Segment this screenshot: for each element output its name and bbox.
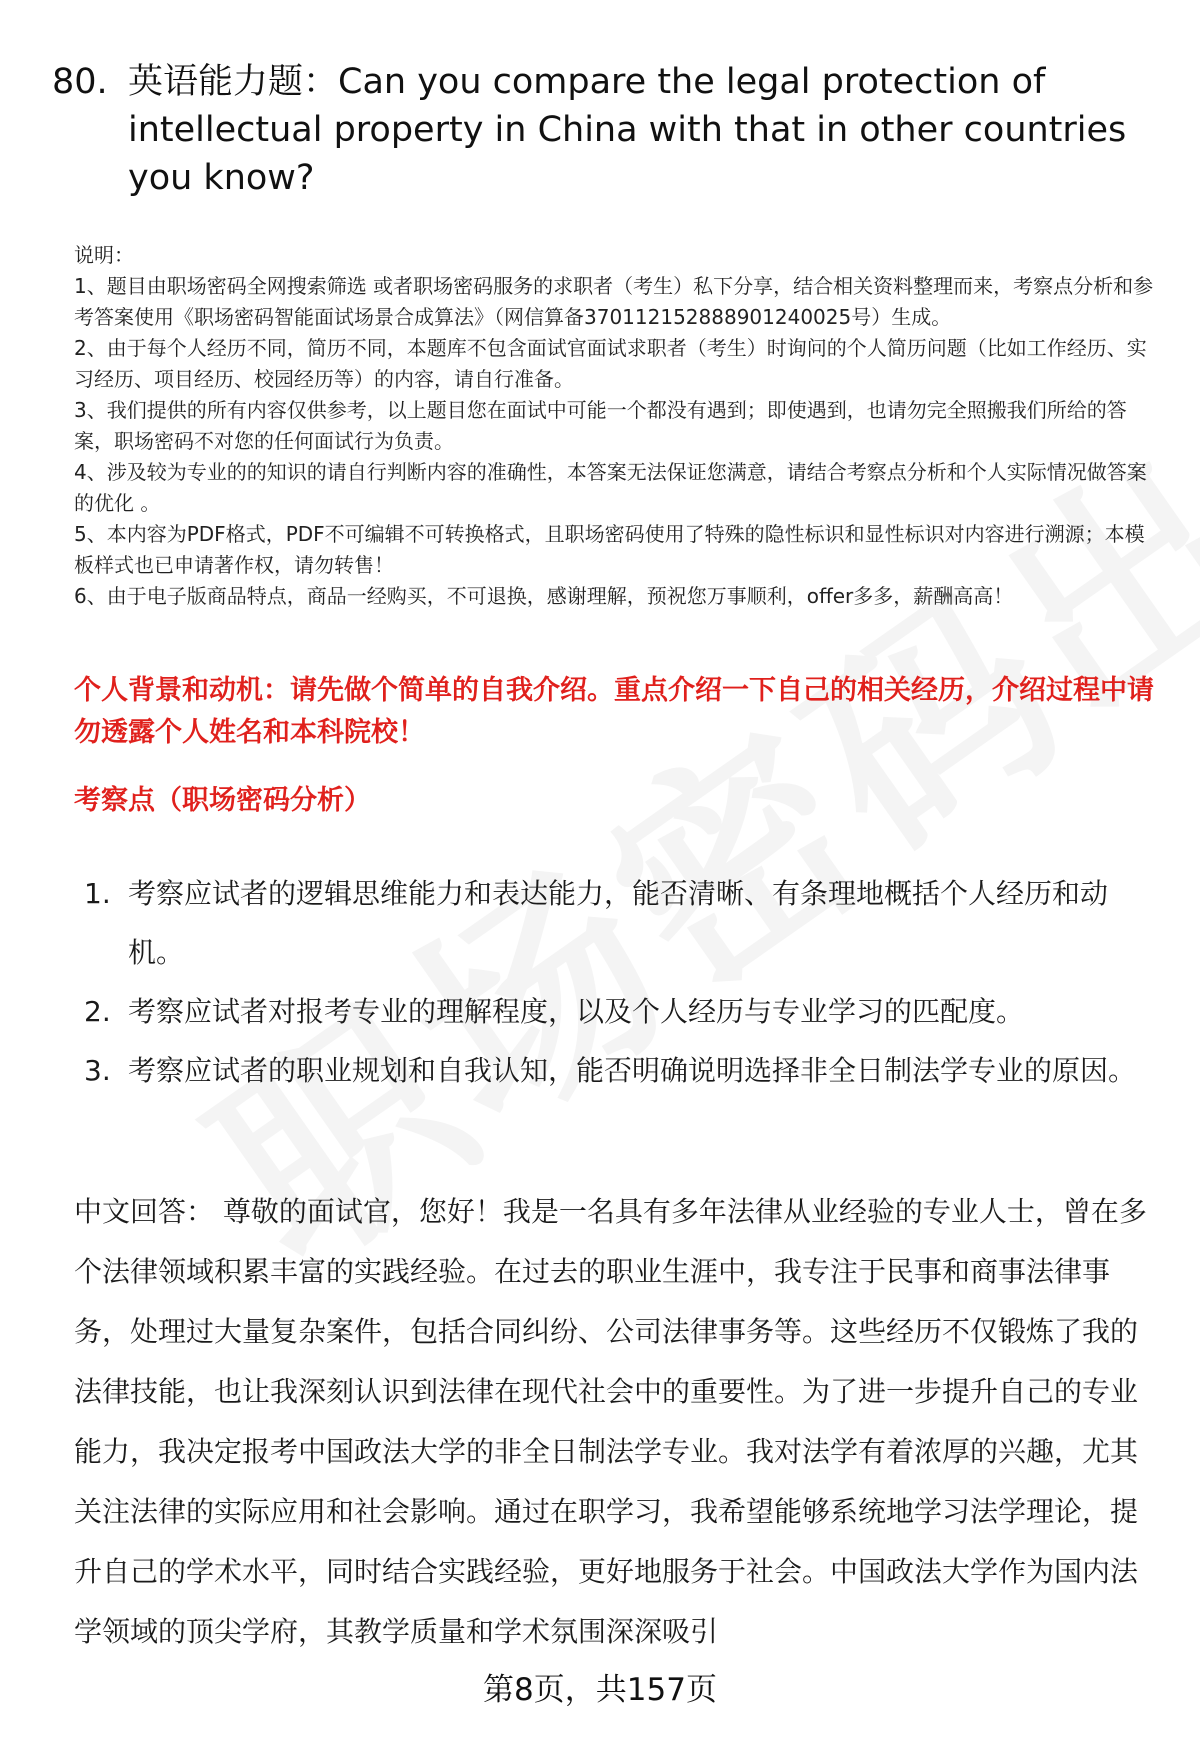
focus-item-text: 考察应试者对报考专业的理解程度，以及个人经历与专业学习的匹配度。 <box>128 995 1025 1028</box>
notes-section <box>74 240 1154 612</box>
page-footer: 第8页，共157页 <box>483 1672 717 1708</box>
focus-list <box>84 864 1154 1100</box>
focus-item-index: 3. <box>84 1054 111 1087</box>
focus-item <box>84 1041 1154 1100</box>
focus-item-index: 1. <box>84 877 111 910</box>
focus-item-text: 考察应试者的逻辑思维能力和表达能力，能否清晰、有条理地概括个人经历和动机。 <box>128 877 1109 969</box>
notes-item: 5、本内容为PDF格式，PDF不可编辑不可转换格式，且职场密码使用了特殊的隐性标识和显性标识对内容进行溯源；本模板样式也已申请著作权，请勿转售！ <box>74 522 1145 577</box>
notes-item: 4、涉及较为专业的的知识的请自行判断内容的准确性，本答案无法保证您满意，请结合考察点分析和个人实际情况做答案的优化 。 <box>74 460 1147 515</box>
notes-heading: 说明： <box>74 243 134 267</box>
notes-item: 3、我们提供的所有内容仅供参考，以上题目您在面试中可能一个都没有遇到；即使遇到，也请勿完全照搬我们所给的答案，职场密码不对您的任何面试行为负责。 <box>74 398 1127 453</box>
focus-heading: 考察点（职场密码分析） <box>74 785 371 816</box>
question-text: 英语能力题：Can you compare the legal protection of intellectual property in China with that in other countries you know? <box>128 62 1127 198</box>
focus-item-text: 考察应试者的职业规划和自我认知，能否明确说明选择非全日制法学专业的原因。 <box>128 1054 1137 1087</box>
focus-item-index: 2. <box>84 995 111 1028</box>
question-title <box>52 58 1152 202</box>
background-question: 个人背景和动机：请先做个简单的自我介绍。重点介绍一下自己的相关经历，介绍过程中请勿透露个人姓名和本科院校！ <box>74 675 1154 748</box>
focus-item <box>84 864 1154 982</box>
focus-item <box>84 982 1154 1041</box>
notes-item: 2、由于每个人经历不同，简历不同，本题库不包含面试官面试求职者（考生）时询问的个人简历问题（比如工作经历、实习经历、项目经历、校园经历等）的内容，请自行准备。 <box>74 336 1147 391</box>
notes-item: 1、题目由职场密码全网搜索筛选 或者职场密码服务的求职者（考生）私下分享，结合相关资料整理而来，考察点分析和参考答案使用《职场密码智能面试场景合成算法》（网信算备370112152888901240025号）生成。 <box>74 274 1154 329</box>
notes-item: 6、由于电子版商品特点，商品一经购买，不可退换，感谢理解，预祝您万事顺利，offer多多，薪酬高高！ <box>74 584 1014 608</box>
answer-paragraph: 中文回答： 尊敬的面试官，您好！我是一名具有多年法律从业经验的专业人士，曾在多个法律领域积累丰富的实践经验。在过去的职业生涯中，我专注于民事和商事法律事务，处理过大量复杂案件，包括合同纠纷、公司法律事务等。这些经历不仅锻炼了我的法律技能，也让我深刻认识到法律在现代社会中的重要性。为了进一步提升自己的专业能力，我决定报考中国政法大学的非全日制法学专业。我对法学有着浓厚的兴趣，尤其关注法律的实际应用和社会影响。通过在职学习，我希望能够系统地学习法学理论，提升自己的学术水平，同时结合实践经验，更好地服务于社会。中国政法大学作为国内法学领域的顶尖学府，其教学质量和学术氛围深深吸引 <box>74 1195 1147 1648</box>
question-number: 80. <box>52 62 108 102</box>
